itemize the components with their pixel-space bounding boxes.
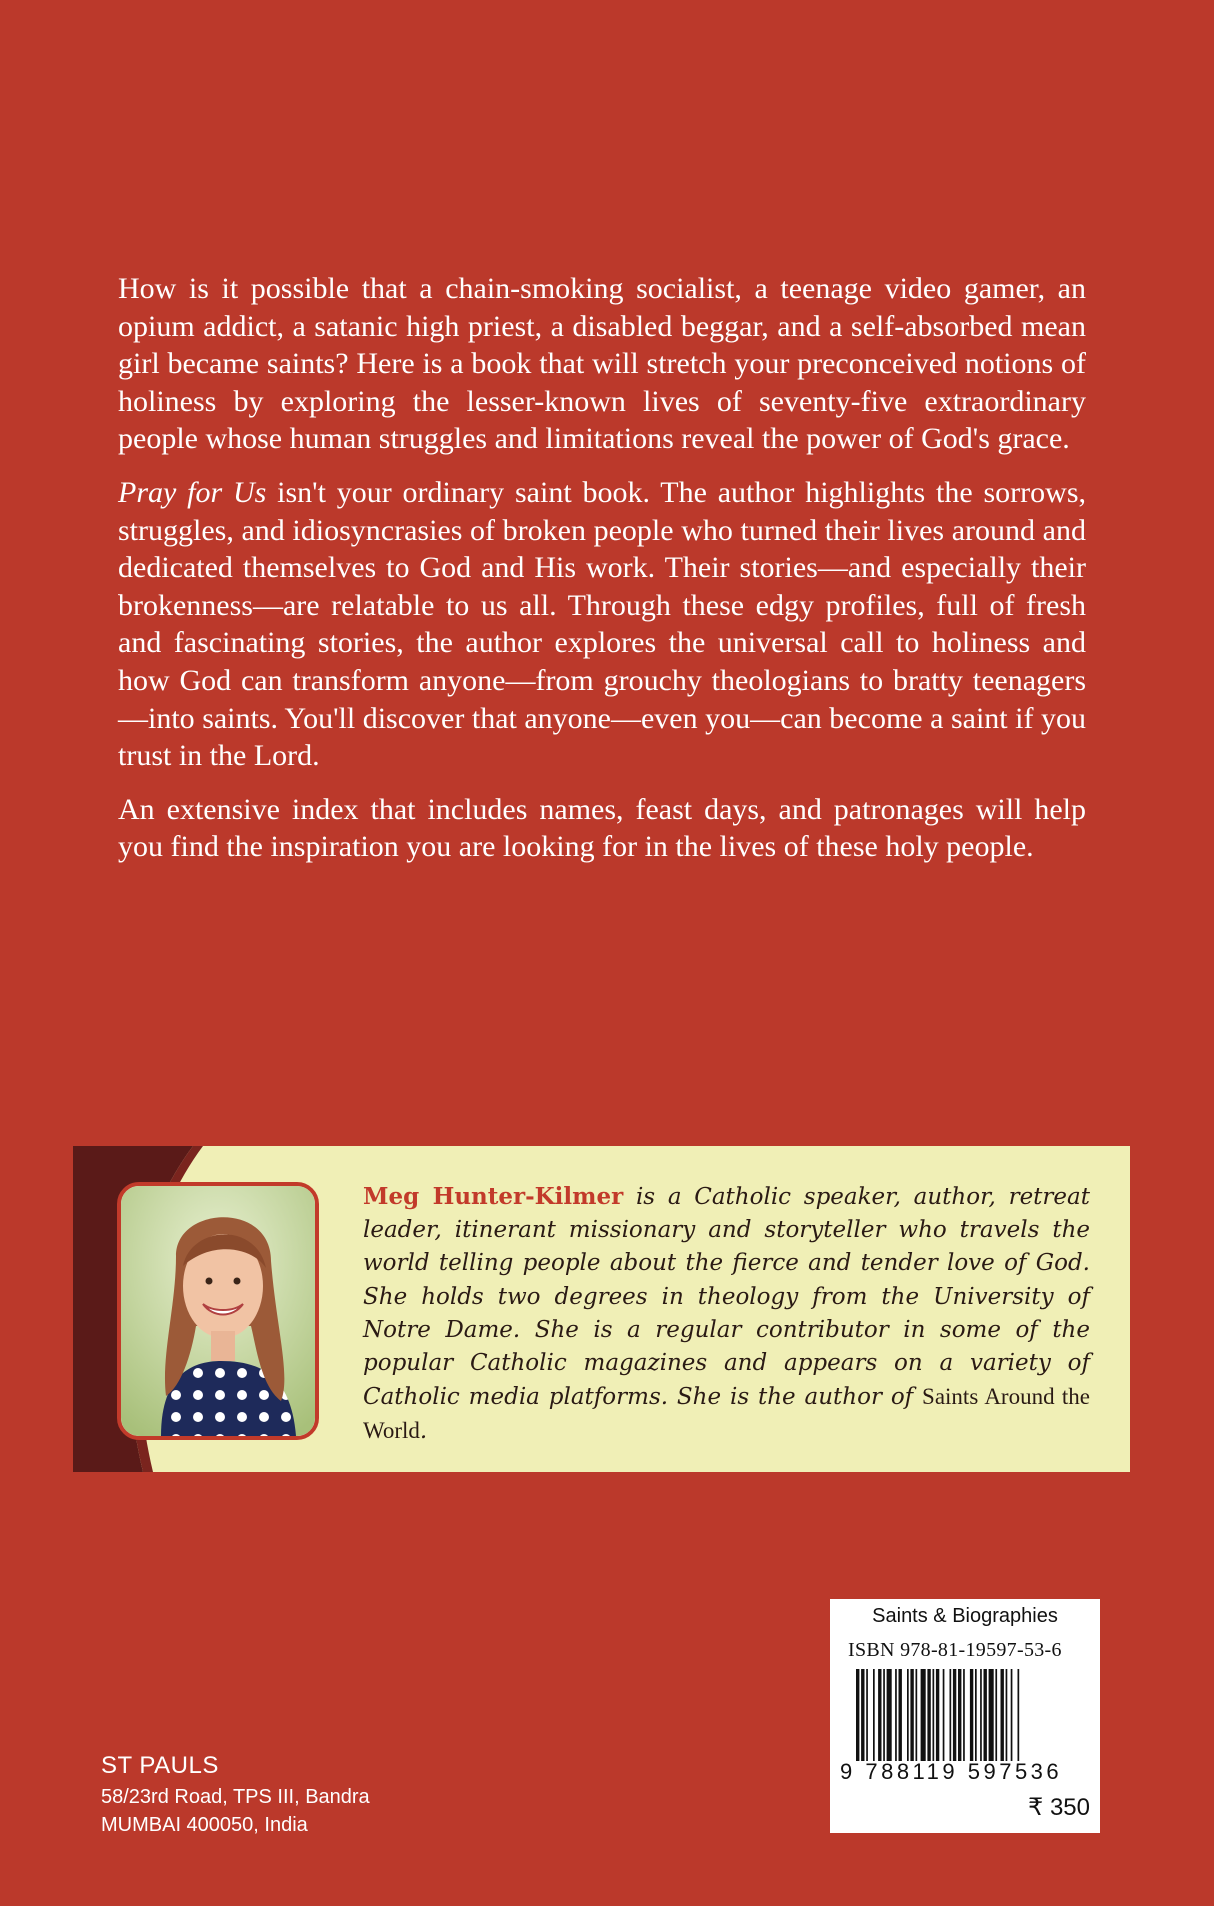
author-bio [363, 1180, 1090, 1449]
publisher-address-line-1: 58/23rd Road, TPS III, Bandra [101, 1786, 370, 1808]
barcode-digits: 9 788119 597536 [840, 1759, 1063, 1784]
blurb-text [118, 270, 1086, 882]
publisher-address-line-2: MUMBAI 400050, India [101, 1814, 308, 1836]
publisher-name: ST PAULS [101, 1752, 219, 1779]
isbn-label: ISBN 978-81-19597-53-6 [848, 1639, 1062, 1661]
author-panel [73, 1146, 1130, 1472]
price-label: ₹ 350 [1028, 1794, 1090, 1821]
blurb-paragraph-3: An extensive index that includes names, feast days, and patronages will help you find the inspiration you are looking for in the lives of these holy people. [118, 792, 1086, 864]
author-bio-end: . [419, 1418, 428, 1445]
blurb-paragraph-1: How is it possible that a chain-smoking socialist, a teenage video gamer, an opium addict, a satanic high priest, a disabled beggar, and a self-absorbed mean girl became saints? Here is a book that will stretch your preconceived notions of holiness by exploring the lesser-known lives of seventy-five extraordinary people whose human struggles and limitations reveal the power of God's grace. [118, 272, 1086, 456]
category-label: Saints & Biographies [872, 1605, 1058, 1627]
blurb-paragraph-2 [118, 474, 1086, 775]
author-portrait-icon [121, 1186, 315, 1436]
barcode-icon [856, 1669, 1074, 1761]
author-bio-text: is a Catholic speaker, author, retreat leader, itinerant missionary and storyteller who travels the world telling people about the fierce and tender love of God. She holds two degrees in theology from the University of Notre Dame. She is a regular contributor in some of the popular Catholic magazines and appears on a variety of Catholic media platforms. She is the author of [363, 1184, 1090, 1411]
book-title-inline: Pray for Us [118, 475, 267, 509]
barcode-box [830, 1599, 1100, 1833]
blurb-paragraph-2-body: isn't your ordinary saint book. The author highlights the sorrows, struggles, and idiosyncrasies of broken people who turned their lives around and dedicated themselves to God and His work. Their stories—and especially their brokenness—are relatable to us all. Through these edgy profiles, full of fresh and fascinating stories, the author explores the universal call to holiness and how God can transform anyone—from grouchy theologians to bratty teenagers—into saints. You'll discover that anyone—even you—can become a saint if you trust in the Lord. [118, 475, 1087, 773]
publisher-block [101, 1749, 370, 1839]
other-book-title: Saints Around the World [363, 1384, 1090, 1444]
author-name: Meg Hunter-Kilmer [363, 1183, 624, 1210]
author-photo [117, 1182, 319, 1440]
